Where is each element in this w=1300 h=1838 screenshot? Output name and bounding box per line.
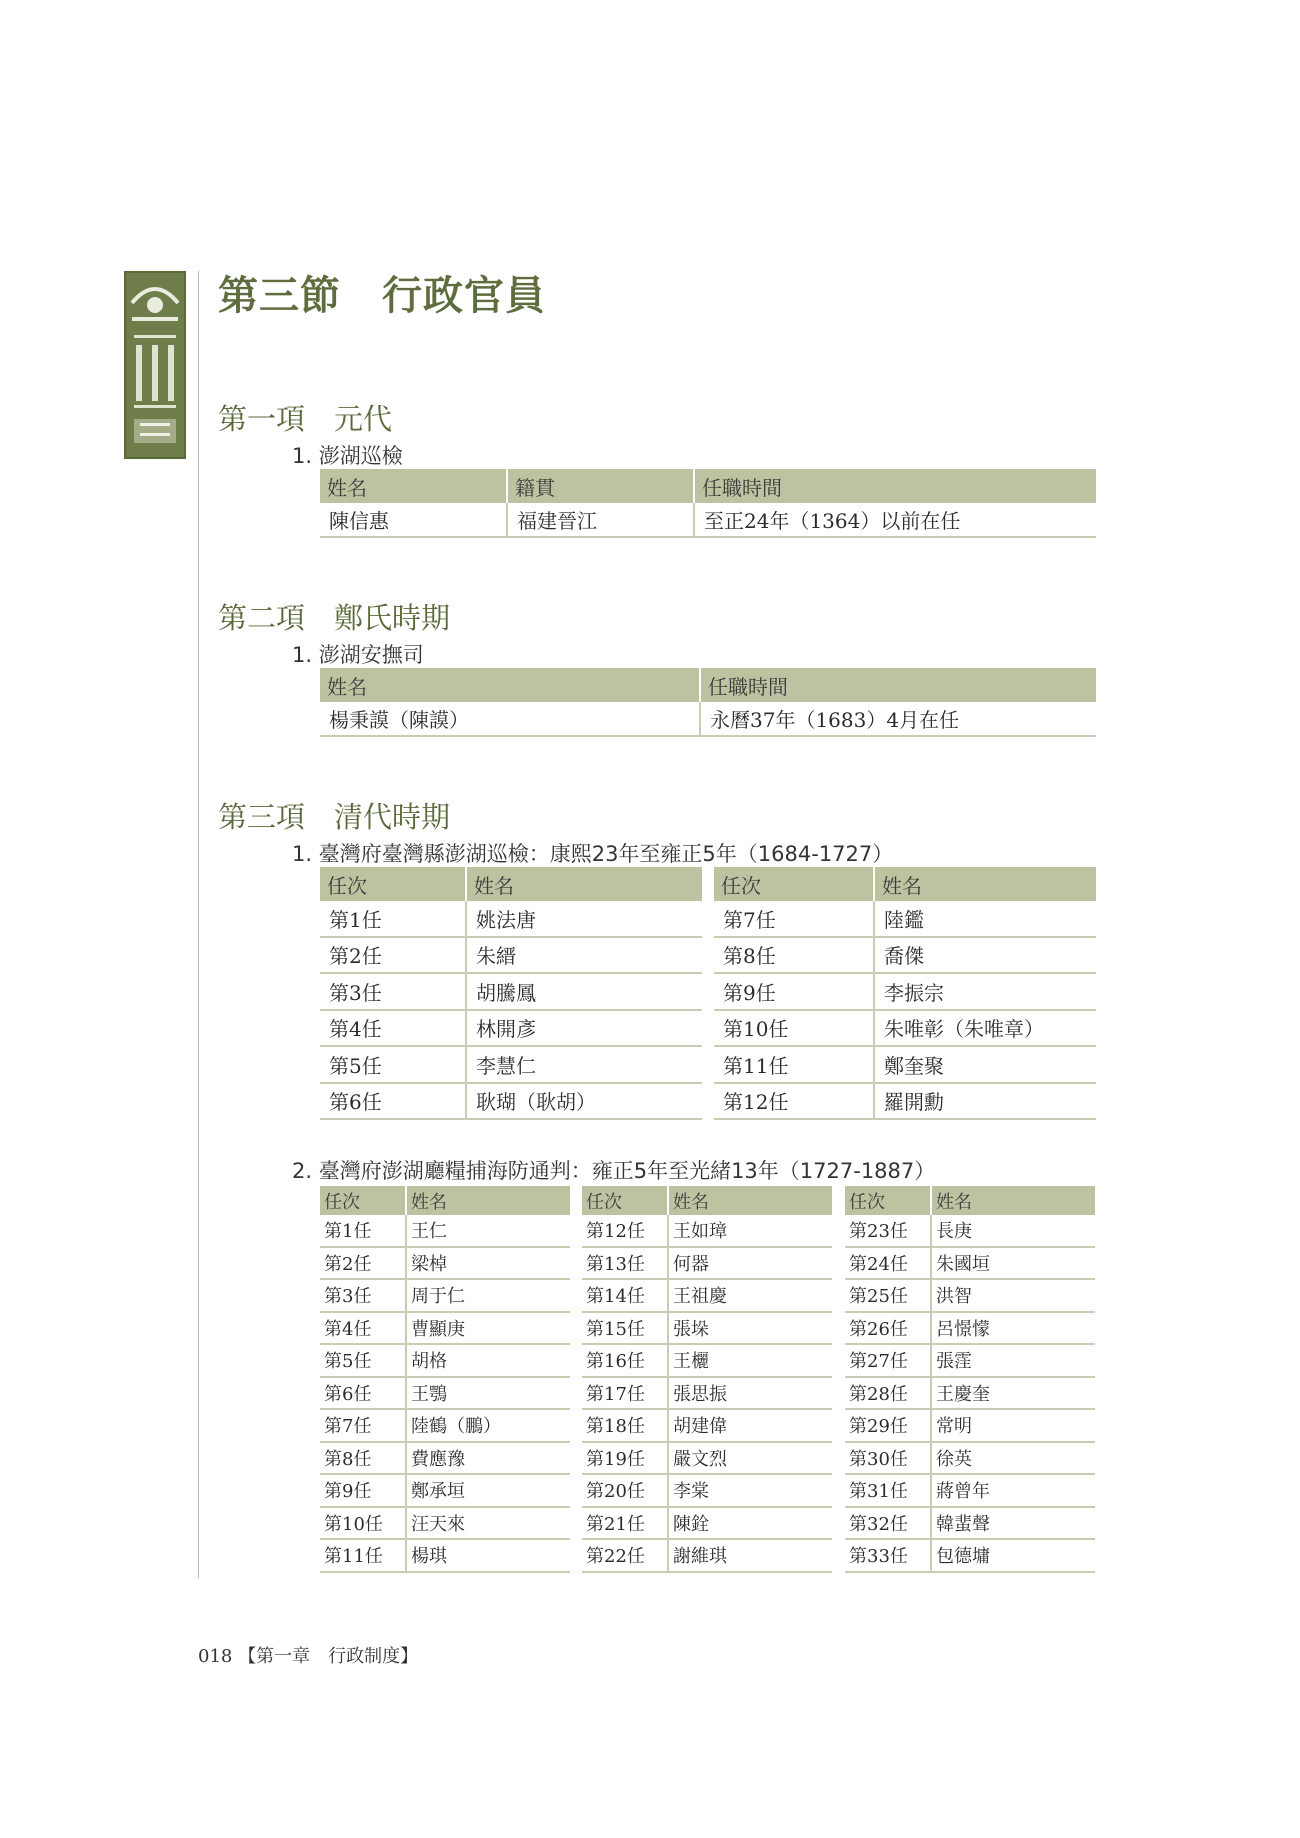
cell-term: 第27任 (845, 1344, 931, 1377)
cell-term: 第24任 (845, 1247, 931, 1280)
table-row (845, 1215, 1095, 1247)
cell-term: 第18任 (582, 1409, 668, 1442)
cell-name: 王鶚 (406, 1377, 570, 1410)
table-row (845, 1409, 1095, 1442)
header-tenure: 任職時間 (700, 668, 1096, 702)
cell-term: 第25任 (845, 1279, 931, 1312)
cell-name: 陸鶴（鵬） (406, 1409, 570, 1442)
cell-name: 林開彥 (466, 1010, 702, 1047)
table-row (320, 1279, 570, 1312)
cell-term: 第12任 (582, 1215, 668, 1247)
header-name: 姓名 (931, 1186, 1095, 1215)
header-term: 任次 (320, 1186, 406, 1215)
cell-term: 第1任 (320, 1215, 406, 1247)
cell-term: 第1任 (320, 901, 466, 937)
table-row (582, 1247, 832, 1280)
cell-name: 李棠 (668, 1474, 832, 1507)
cell-name: 徐英 (931, 1442, 1095, 1475)
header-term: 任次 (714, 867, 874, 901)
cell-name: 王慶奎 (931, 1377, 1095, 1410)
cell-term: 第14任 (582, 1279, 668, 1312)
table-zheng (320, 668, 1096, 737)
cell-term: 第4任 (320, 1010, 466, 1047)
table-row (714, 937, 1096, 974)
cell-name: 洪智 (931, 1279, 1095, 1312)
table-qing-2-col2 (582, 1186, 832, 1573)
table-row (320, 937, 702, 974)
table-row (714, 1046, 1096, 1083)
cell-term: 第23任 (845, 1215, 931, 1247)
header-name: 姓名 (874, 867, 1096, 901)
cell-name: 李振宗 (874, 973, 1096, 1010)
table-row (845, 1279, 1095, 1312)
margin-rule (198, 271, 199, 1578)
item-heading-qing: 第三項 清代時期 (218, 800, 451, 834)
cell-term: 第4任 (320, 1312, 406, 1345)
cell-name: 鄭奎聚 (874, 1046, 1096, 1083)
table-row (320, 1083, 702, 1120)
table-row (320, 503, 1096, 537)
cell-term: 第30任 (845, 1442, 931, 1475)
table-row (582, 1409, 832, 1442)
cell-name: 李慧仁 (466, 1046, 702, 1083)
header-name: 姓名 (320, 668, 700, 702)
table-row (845, 1247, 1095, 1280)
cell-term: 第26任 (845, 1312, 931, 1345)
cell-name: 梁棹 (406, 1247, 570, 1280)
table-row (320, 1215, 570, 1247)
cell-name: 耿瑚（耿胡） (466, 1083, 702, 1120)
cell-name: 曹顯庚 (406, 1312, 570, 1345)
cell-term: 第28任 (845, 1377, 931, 1410)
table-row (845, 1377, 1095, 1410)
header-name: 姓名 (406, 1186, 570, 1215)
cell-name: 朱國垣 (931, 1247, 1095, 1280)
cell-name: 陳銓 (668, 1507, 832, 1540)
table-row (320, 901, 702, 937)
cell-term: 第10任 (714, 1010, 874, 1047)
cell-name: 汪天來 (406, 1507, 570, 1540)
cell-term: 第19任 (582, 1442, 668, 1475)
cell-name: 張垛 (668, 1312, 832, 1345)
cell-term: 第8任 (320, 1442, 406, 1475)
cell-term: 第12任 (714, 1083, 874, 1120)
cell-name: 常明 (931, 1409, 1095, 1442)
cell-name: 周于仁 (406, 1279, 570, 1312)
cell-name: 呂憬懞 (931, 1312, 1095, 1345)
cell-term: 第32任 (845, 1507, 931, 1540)
table-row (320, 1474, 570, 1507)
cell-term: 第7任 (714, 901, 874, 937)
cell-name: 嚴文烈 (668, 1442, 832, 1475)
table-qing-1-right (714, 867, 1096, 1120)
cell-term: 第2任 (320, 937, 466, 974)
cell-name: 張思振 (668, 1377, 832, 1410)
cell-term: 第5任 (320, 1046, 466, 1083)
table-row (320, 1247, 570, 1280)
cell-name: 謝維琪 (668, 1539, 832, 1572)
table-row (320, 1539, 570, 1572)
cell-name: 朱縉 (466, 937, 702, 974)
header-name: 姓名 (668, 1186, 832, 1215)
cell-term: 第29任 (845, 1409, 931, 1442)
header-origin: 籍貫 (507, 469, 694, 503)
page-footer: 018 【第一章 行政制度】 (198, 1646, 419, 1667)
cell-term: 第15任 (582, 1312, 668, 1345)
cell-term: 第20任 (582, 1474, 668, 1507)
cell-name: 朱唯彰（朱唯章） (874, 1010, 1096, 1047)
table-row (320, 973, 702, 1010)
cell-name: 楊秉謨（陳謨） (320, 702, 700, 736)
table-qing-1-left (320, 867, 702, 1120)
cell-term: 第16任 (582, 1344, 668, 1377)
cell-name: 王欐 (668, 1344, 832, 1377)
table-row (714, 1010, 1096, 1047)
cell-term: 第10任 (320, 1507, 406, 1540)
chapter-emblem (124, 271, 186, 459)
table-row (582, 1474, 832, 1507)
cell-term: 第33任 (845, 1539, 931, 1572)
table-row (582, 1215, 832, 1247)
cell-term: 第17任 (582, 1377, 668, 1410)
cell-name: 包德墉 (931, 1539, 1095, 1572)
list-title-qing-1: 1. 臺灣府臺灣縣澎湖巡檢：康熙23年至雍正5年（1684-1727） (292, 842, 894, 866)
table-row (582, 1442, 832, 1475)
table-row (714, 901, 1096, 937)
table-qing-2-col1 (320, 1186, 570, 1573)
header-name: 姓名 (466, 867, 702, 901)
cell-term: 第9任 (714, 973, 874, 1010)
table-row (320, 1442, 570, 1475)
cell-name: 喬傑 (874, 937, 1096, 974)
table-row (320, 1507, 570, 1540)
cell-term: 第8任 (714, 937, 874, 974)
table-row (845, 1442, 1095, 1475)
cell-name: 長庚 (931, 1215, 1095, 1247)
cell-term: 第31任 (845, 1474, 931, 1507)
cell-name: 王如璋 (668, 1215, 832, 1247)
table-row (582, 1312, 832, 1345)
header-term: 任次 (582, 1186, 668, 1215)
table-row (582, 1279, 832, 1312)
table-row (845, 1507, 1095, 1540)
list-title-zheng: 1. 澎湖安撫司 (292, 643, 424, 667)
cell-tenure: 永曆37年（1683）4月在任 (700, 702, 1096, 736)
cell-term: 第9任 (320, 1474, 406, 1507)
item-heading-yuan: 第一項 元代 (218, 402, 393, 436)
table-row (582, 1344, 832, 1377)
cell-term: 第7任 (320, 1409, 406, 1442)
cell-term: 第11任 (714, 1046, 874, 1083)
cell-name: 胡騰鳳 (466, 973, 702, 1010)
table-row (320, 1046, 702, 1083)
table-row (582, 1377, 832, 1410)
cell-name: 陳信惠 (320, 503, 507, 537)
temple-gate-icon (126, 273, 184, 457)
cell-term: 第3任 (320, 1279, 406, 1312)
table-row (320, 1409, 570, 1442)
cell-term: 第21任 (582, 1507, 668, 1540)
cell-tenure: 至正24年（1364）以前在任 (694, 503, 1096, 537)
item-heading-zheng: 第二項 鄭氏時期 (218, 601, 451, 635)
cell-term: 第13任 (582, 1247, 668, 1280)
list-title-yuan: 1. 澎湖巡檢 (292, 444, 403, 468)
cell-name: 鄭承垣 (406, 1474, 570, 1507)
table-row (320, 702, 1096, 736)
table-row (845, 1539, 1095, 1572)
cell-name: 胡建偉 (668, 1409, 832, 1442)
table-row (845, 1312, 1095, 1345)
cell-origin: 福建晉江 (507, 503, 694, 537)
cell-term: 第6任 (320, 1083, 466, 1120)
table-row (582, 1507, 832, 1540)
cell-name: 費應豫 (406, 1442, 570, 1475)
cell-name: 胡格 (406, 1344, 570, 1377)
section-title: 第三節 行政官員 (218, 272, 546, 319)
cell-name: 陸鑑 (874, 901, 1096, 937)
table-row (320, 1010, 702, 1047)
cell-name: 蔣曾年 (931, 1474, 1095, 1507)
table-qing-2-col3 (845, 1186, 1095, 1573)
cell-name: 張霔 (931, 1344, 1095, 1377)
header-term: 任次 (320, 867, 466, 901)
header-name: 姓名 (320, 469, 507, 503)
cell-term: 第2任 (320, 1247, 406, 1280)
header-tenure: 任職時間 (694, 469, 1096, 503)
cell-name: 何器 (668, 1247, 832, 1280)
cell-term: 第6任 (320, 1377, 406, 1410)
cell-term: 第22任 (582, 1539, 668, 1572)
list-title-qing-2: 2. 臺灣府澎湖廳糧捕海防通判：雍正5年至光緒13年（1727-1887） (292, 1159, 936, 1183)
cell-name: 楊琪 (406, 1539, 570, 1572)
table-row (582, 1539, 832, 1572)
cell-name: 王祖慶 (668, 1279, 832, 1312)
header-term: 任次 (845, 1186, 931, 1215)
table-row (714, 973, 1096, 1010)
cell-name: 王仁 (406, 1215, 570, 1247)
cell-name: 韓蜚聲 (931, 1507, 1095, 1540)
table-yuan (320, 469, 1096, 538)
cell-term: 第5任 (320, 1344, 406, 1377)
table-row (845, 1474, 1095, 1507)
table-row (320, 1312, 570, 1345)
table-row (320, 1377, 570, 1410)
table-row (320, 1344, 570, 1377)
cell-name: 姚法唐 (466, 901, 702, 937)
cell-name: 羅開勳 (874, 1083, 1096, 1120)
cell-term: 第11任 (320, 1539, 406, 1572)
table-row (845, 1344, 1095, 1377)
cell-term: 第3任 (320, 973, 466, 1010)
table-row (714, 1083, 1096, 1120)
